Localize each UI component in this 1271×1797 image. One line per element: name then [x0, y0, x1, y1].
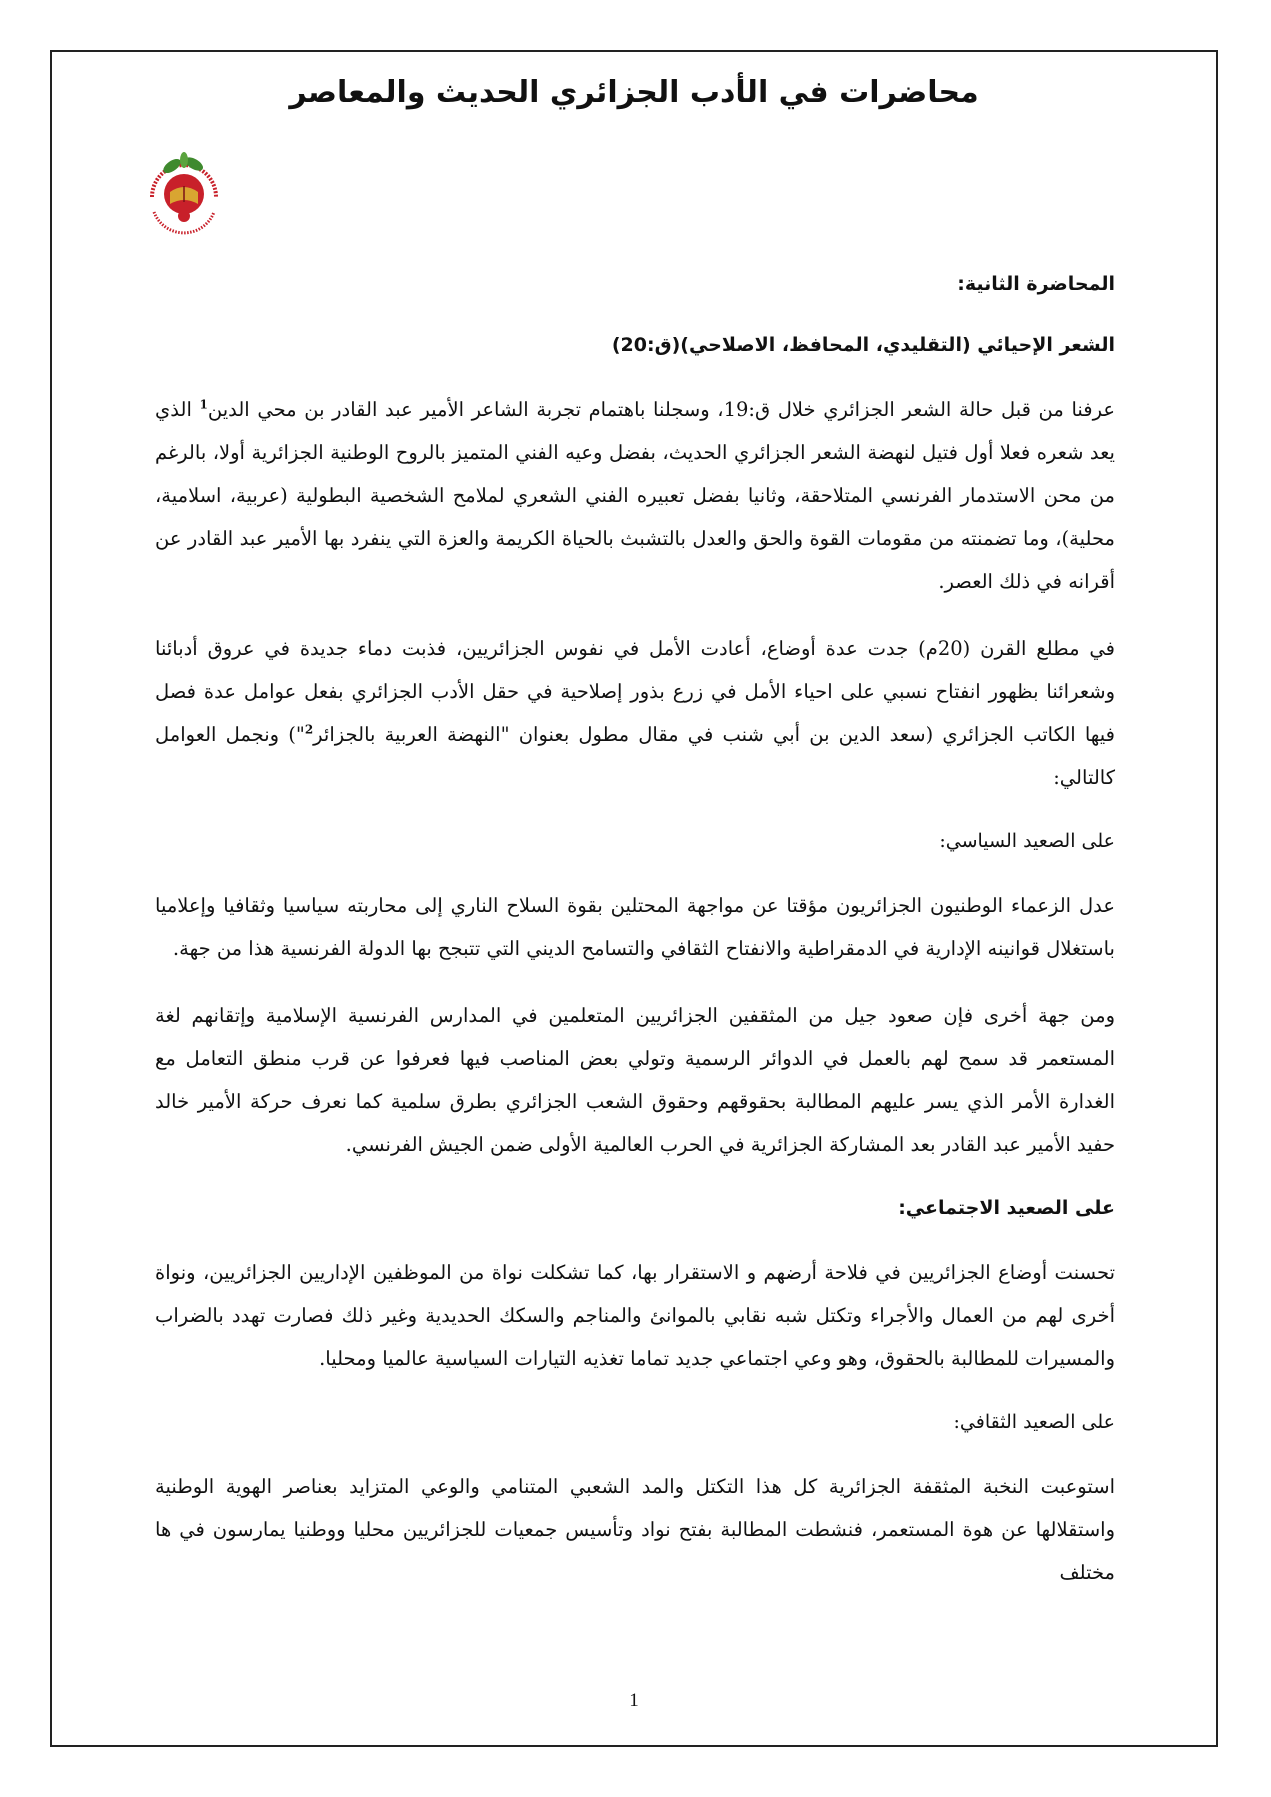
paragraph-political-continued: ومن جهة أخرى فإن صعود جيل من المثقفين الجزائريين المتعلمين في المدارس الفرنسية الإسلامية وإتقانهم لغة المستعمر قد سمح لهم بالعمل في الدوائر الرسمية وتولي بعض المناصب فيها فعرفوا عن قرب منطق التعامل مع الغدارة الأمر الذي يسر عليهم المطالبة بحقوقهم وحقوق الشعب الجزائري بطرق سلمية كما نعرف حركة الأمير خالد حفيد الأمير عبد القادر بعد المشاركة الجزائرية في الحرب العالمية الأولى ضمن الجيش الفرنسي.: [155, 1004, 1115, 1156]
footnote-marker-1[interactable]: 1: [199, 397, 208, 412]
lecture-content: [155, 266, 1115, 1618]
paragraph-intro: [155, 388, 1115, 603]
lecture-label: المحاضرة الثانية:: [957, 273, 1115, 295]
paragraph-twentieth-century-text-end: ") ونجمل العوامل كالتالي:: [155, 723, 1115, 789]
footnote-marker-2[interactable]: 2: [304, 722, 314, 737]
paragraph-cultural: استوعبت النخبة المثقفة الجزائرية كل هذا التكتل والمد الشعبي المتنامي والوعي المتزايد بعناصر الهوية الوطنية واستقلالها عن هوة المستعمر، فنشطت المطالبة بفتح نواد وتأسيس جمعيات للجزائريين محليا ووطنيا يمارسون في ها مختلف: [155, 1475, 1115, 1584]
institution-logo: [144, 142, 224, 244]
paragraph-social: تحسنت أوضاع الجزائريين في فلاحة أرضهم و الاستقرار بها، كما تشكلت نواة من الموظفين الإداريين الجزائريين، ونواة أخرى لهم من العمال والأجراء وتكتل شبه نقابي بالموانئ والمناجم والسكك الحديدية وغير ذلك فصارت تهدد بالضراب والمسيرات للمطالبة بالحقوق، وهو وعي اجتماعي جديد تماما تغذيه التيارات السياسية عالميا ومحليا.: [155, 1261, 1115, 1370]
section-title: الشعر الإحيائي (التقليدي، المحافظ، الاصلاحي)(ق:20): [611, 334, 1115, 356]
paragraph-twentieth-century: [155, 627, 1115, 799]
paragraph-twentieth-century-text-start: في مطلع القرن (20م) جدت عدة أوضاع، أعادت الأمل في نفوس الجزائريين، فذبت دماء جديدة في عروق أدبائنا وشعرائنا بظهور انفتاح نسبي على احياء الأمل في زرع بذور إصلاحية في حقل الأدب الجزائري بفعل عوامل عدة فصل فيها الكاتب الجزائري (سعد الدين بن أبي شنب في مقال مطول بعنوان "النهضة العربية بالجزائر: [155, 637, 1116, 746]
social-heading: على الصعيد الاجتماعي:: [898, 1197, 1115, 1219]
paragraph-intro-text-end: الذي يعد شعره فعلا أول فتيل لنهضة الشعر الجزائري الحديث، بفضل وعيه الفني المتميز بالروح الوطنية الجزائرية أولا، بالرغم من محن الاستدمار الفرنسي المتلاحقة، وثانيا بفضل تعبيره الفني الشعري لملامح الشخصية البطولية (عربية، اسلامية، محلية)، وما تضمنته من مقومات القوة والحق والعدل بالتشبث بالحياة الكريمة والعزة التي ينفرد بها الأمير عبد القادر عن أقرانه في ذلك العصر.: [155, 398, 1115, 593]
cultural-heading: على الصعيد الثقافي:: [953, 1411, 1115, 1433]
political-heading: على الصعيد السياسي:: [939, 830, 1115, 852]
document-title: محاضرات في الأدب الجزائري الحديث والمعاصر: [289, 75, 979, 110]
page-number: 1: [629, 1690, 639, 1711]
paragraph-political: عدل الزعماء الوطنيون الجزائريون مؤقتا عن مواجهة المحتلين بقوة السلاح الناري إلى محاربته سياسيا وثقافيا وإعلاميا باستغلال قوانينه الإدارية في الدمقراطية والانفتاح الثقافي والتسامح الديني التي تتبجح بها الدولة الفرنسية هذا من جهة.: [155, 894, 1115, 960]
paragraph-intro-text-start: عرفنا من قبل حالة الشعر الجزائري خلال ق:19، وسجلنا باهتمام تجربة الشاعر الأمير عبد القادر بن محي الدين: [207, 398, 1115, 421]
